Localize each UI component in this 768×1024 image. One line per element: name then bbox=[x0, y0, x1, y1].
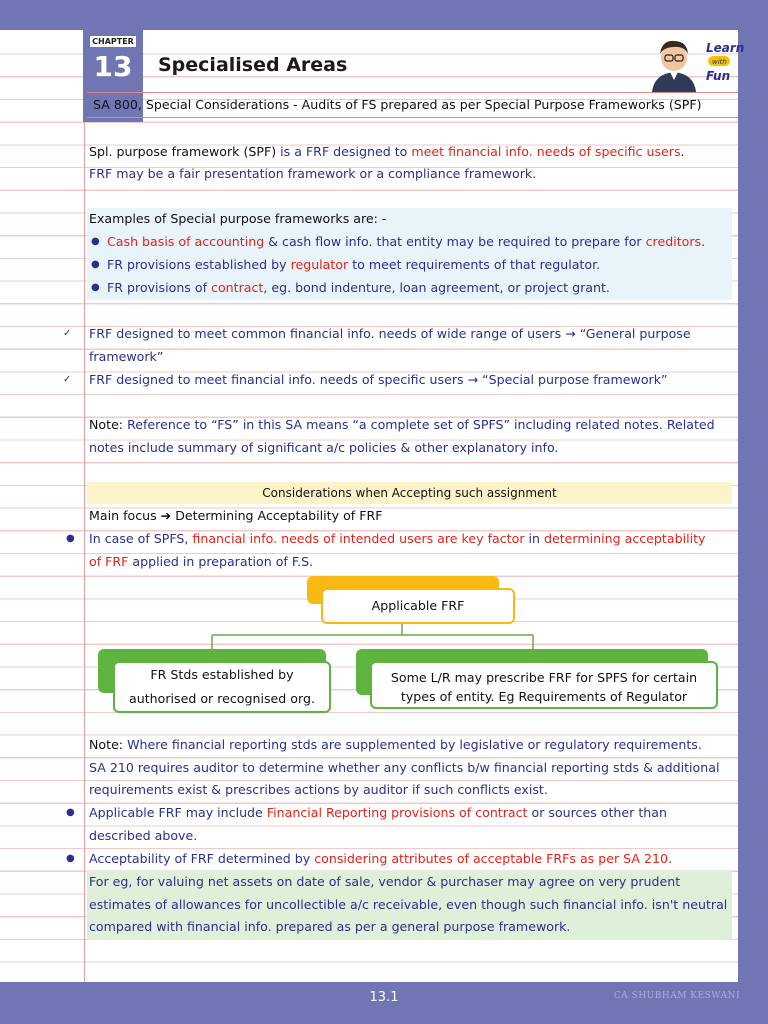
example-item-3: FR provisions of contract, eg. bond indenture, loan agreement, or project grant. bbox=[107, 280, 610, 295]
considerations-bullet-1: In case of SPFS, financial info. needs of intended users are key factor in determining acceptability bbox=[89, 531, 706, 546]
bullet: ● bbox=[66, 807, 75, 818]
bullet: ● bbox=[91, 259, 100, 270]
check-line-1: FRF designed to meet common financial info. needs of wide range of users → “General purpose bbox=[89, 326, 691, 341]
note-1: Note: Reference to “FS” in this SA means “a complete set of SPFS” including related notes. Related bbox=[89, 417, 715, 432]
bullet: ● bbox=[91, 282, 100, 293]
considerations-heading: Considerations when Accepting such assignment bbox=[262, 486, 557, 500]
bullet: ● bbox=[66, 853, 75, 864]
left-box bbox=[113, 661, 331, 713]
logo-learn: Learn bbox=[706, 41, 745, 55]
example-line-1: For eg, for valuing net assets on date of sale, vendor & purchaser may agree on very prudent bbox=[89, 874, 681, 889]
example-item-1: Cash basis of accounting & cash flow info. that entity may be required to prepare for creditors. bbox=[107, 234, 706, 249]
left-box-line-2: authorised or recognised org. bbox=[129, 691, 315, 706]
note-2: Note: Where financial reporting stds are supplemented by legislative or regulatory requirements. bbox=[89, 737, 702, 752]
note-2-line3: requirements exist & prescribes actions by auditor if such conflicts exist. bbox=[89, 782, 548, 797]
note-1-line2: notes include summary of significant a/c policies & other explanatory info. bbox=[89, 440, 559, 455]
check-icon: ✓ bbox=[63, 374, 72, 385]
logo-with: with bbox=[712, 58, 727, 66]
page-number: 13.1 bbox=[369, 990, 399, 1005]
section-subtitle: SA 800, Special Considerations - Audits of FS prepared as per Special Purpose Frameworks (SPF) bbox=[93, 97, 702, 112]
chapter-number: 13 bbox=[93, 50, 133, 83]
logo-fun: Fun bbox=[706, 69, 731, 83]
main-focus: Main focus ➔ Determining Acceptability of FRF bbox=[89, 508, 383, 523]
right-box-line-2: types of entity. Eg Requirements of Regulator bbox=[400, 689, 688, 704]
applicable-frf-bullet: Applicable FRF may include Financial Reporting provisions of contract or sources other than bbox=[89, 805, 667, 820]
check-line-2: FRF designed to meet financial info. needs of specific users → “Special purpose framework” bbox=[89, 372, 668, 387]
bullet: ● bbox=[91, 236, 100, 247]
note-2-line2: SA 210 requires auditor to determine whether any conflicts b/w financial reporting stds & additional bbox=[89, 760, 720, 775]
check-line-1-cont: framework” bbox=[89, 349, 164, 364]
chapter-label: CHAPTER bbox=[90, 36, 136, 47]
root-box: Applicable FRF bbox=[321, 588, 515, 624]
spf-definition-line2: FRF may be a fair presentation framework or a compliance framework. bbox=[89, 166, 537, 181]
right-box bbox=[370, 661, 718, 709]
bullet: ● bbox=[66, 533, 75, 544]
spf-definition: Spl. purpose framework (SPF) is a FRF designed to meet financial info. needs of specific users. bbox=[89, 144, 685, 159]
left-box-line-1: FR Stds established by bbox=[150, 667, 294, 682]
acceptability-bullet: Acceptability of FRF determined by considering attributes of acceptable FRFs as per SA 210. bbox=[89, 851, 673, 866]
author-credit: CA SHUBHAM KESWANI bbox=[613, 991, 740, 1001]
applicable-frf-bullet-cont: described above. bbox=[89, 828, 198, 843]
chapter-title: Specialised Areas bbox=[158, 54, 348, 76]
examples-heading: Examples of Special purpose frameworks are: - bbox=[89, 211, 387, 226]
example-item-2: FR provisions established by regulator to meet requirements of that regulator. bbox=[107, 257, 601, 272]
considerations-bullet-1-cont: of FRF applied in preparation of F.S. bbox=[89, 554, 314, 569]
example-line-2: estimates of allowances for uncollectible a/c receivable, even though such financial info. isn't neutral bbox=[89, 897, 728, 912]
right-box-line-1: Some L/R may prescribe FRF for SPFS for certain bbox=[390, 670, 698, 685]
check-icon: ✓ bbox=[63, 328, 72, 339]
example-line-3: compared with financial info. prepared as per a general purpose framework. bbox=[89, 919, 571, 934]
